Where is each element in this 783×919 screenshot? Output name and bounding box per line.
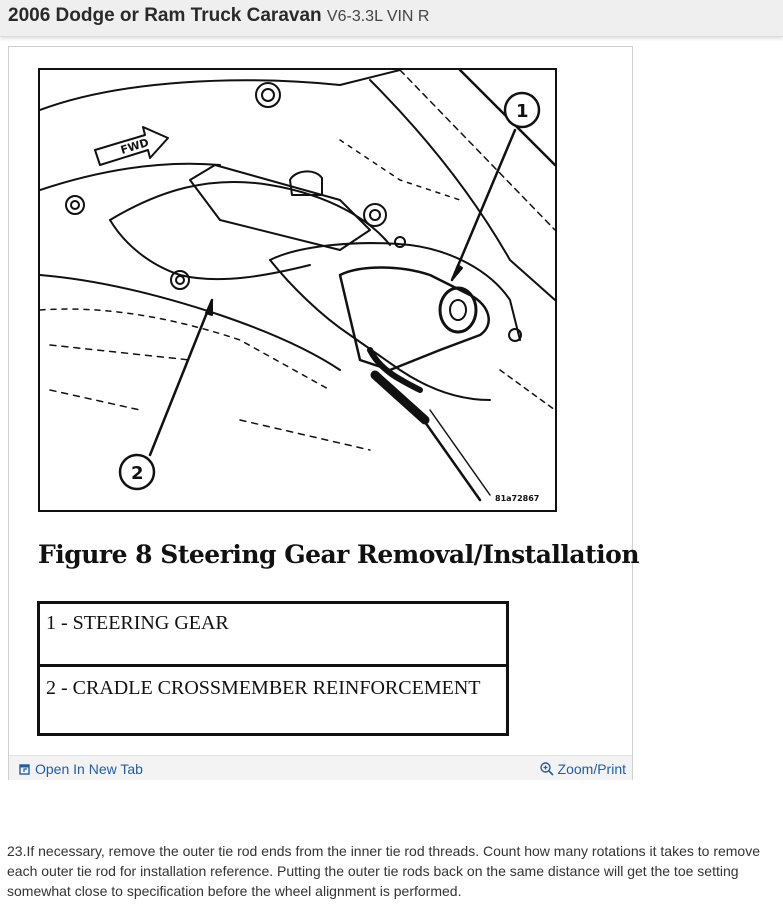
page-title [8, 5, 429, 27]
legend-row-steering-gear: 1 - STEERING GEAR [40, 604, 506, 667]
zoom-in-icon [540, 762, 554, 776]
steering-gear-diagram [38, 68, 557, 512]
external-link-icon [19, 763, 31, 775]
legend-row-crossmember: 2 - CRADLE CROSSMEMBER REINFORCEMENT [46, 677, 481, 699]
legend-table [37, 601, 509, 736]
figure-card [8, 46, 639, 780]
zoom-print-link[interactable] [540, 761, 626, 777]
callout-2-label: 2 [131, 463, 144, 484]
open-in-new-tab-link[interactable] [19, 761, 143, 777]
callout-1-label: 1 [516, 101, 529, 122]
vehicle-title: 2006 Dodge or Ram Truck Caravan [8, 5, 322, 26]
figure-caption: Figure 8 Steering Gear Removal/Installation [38, 540, 639, 569]
figure-code: 81a72867 [495, 494, 540, 503]
instruction-step-23: 23.If necessary, remove the outer tie rod ends from the inner tie rod threads. Count how many rotations it takes to remove each outer tie rod for installation reference. Putting the outer tie rods back on the same distance will get the toe setting somewhat close to specification before the wheel alignment is performed. [7, 843, 761, 899]
page-header [0, 0, 783, 37]
open-in-new-tab-label: Open In New Tab [35, 761, 143, 777]
zoom-print-label: Zoom/Print [557, 761, 626, 777]
diagram-illustration [40, 70, 555, 510]
figure-actions-bar [9, 755, 632, 780]
engine-subtitle: V6-3.3L VIN R [326, 8, 430, 25]
fwd-label: FWD [119, 136, 151, 157]
